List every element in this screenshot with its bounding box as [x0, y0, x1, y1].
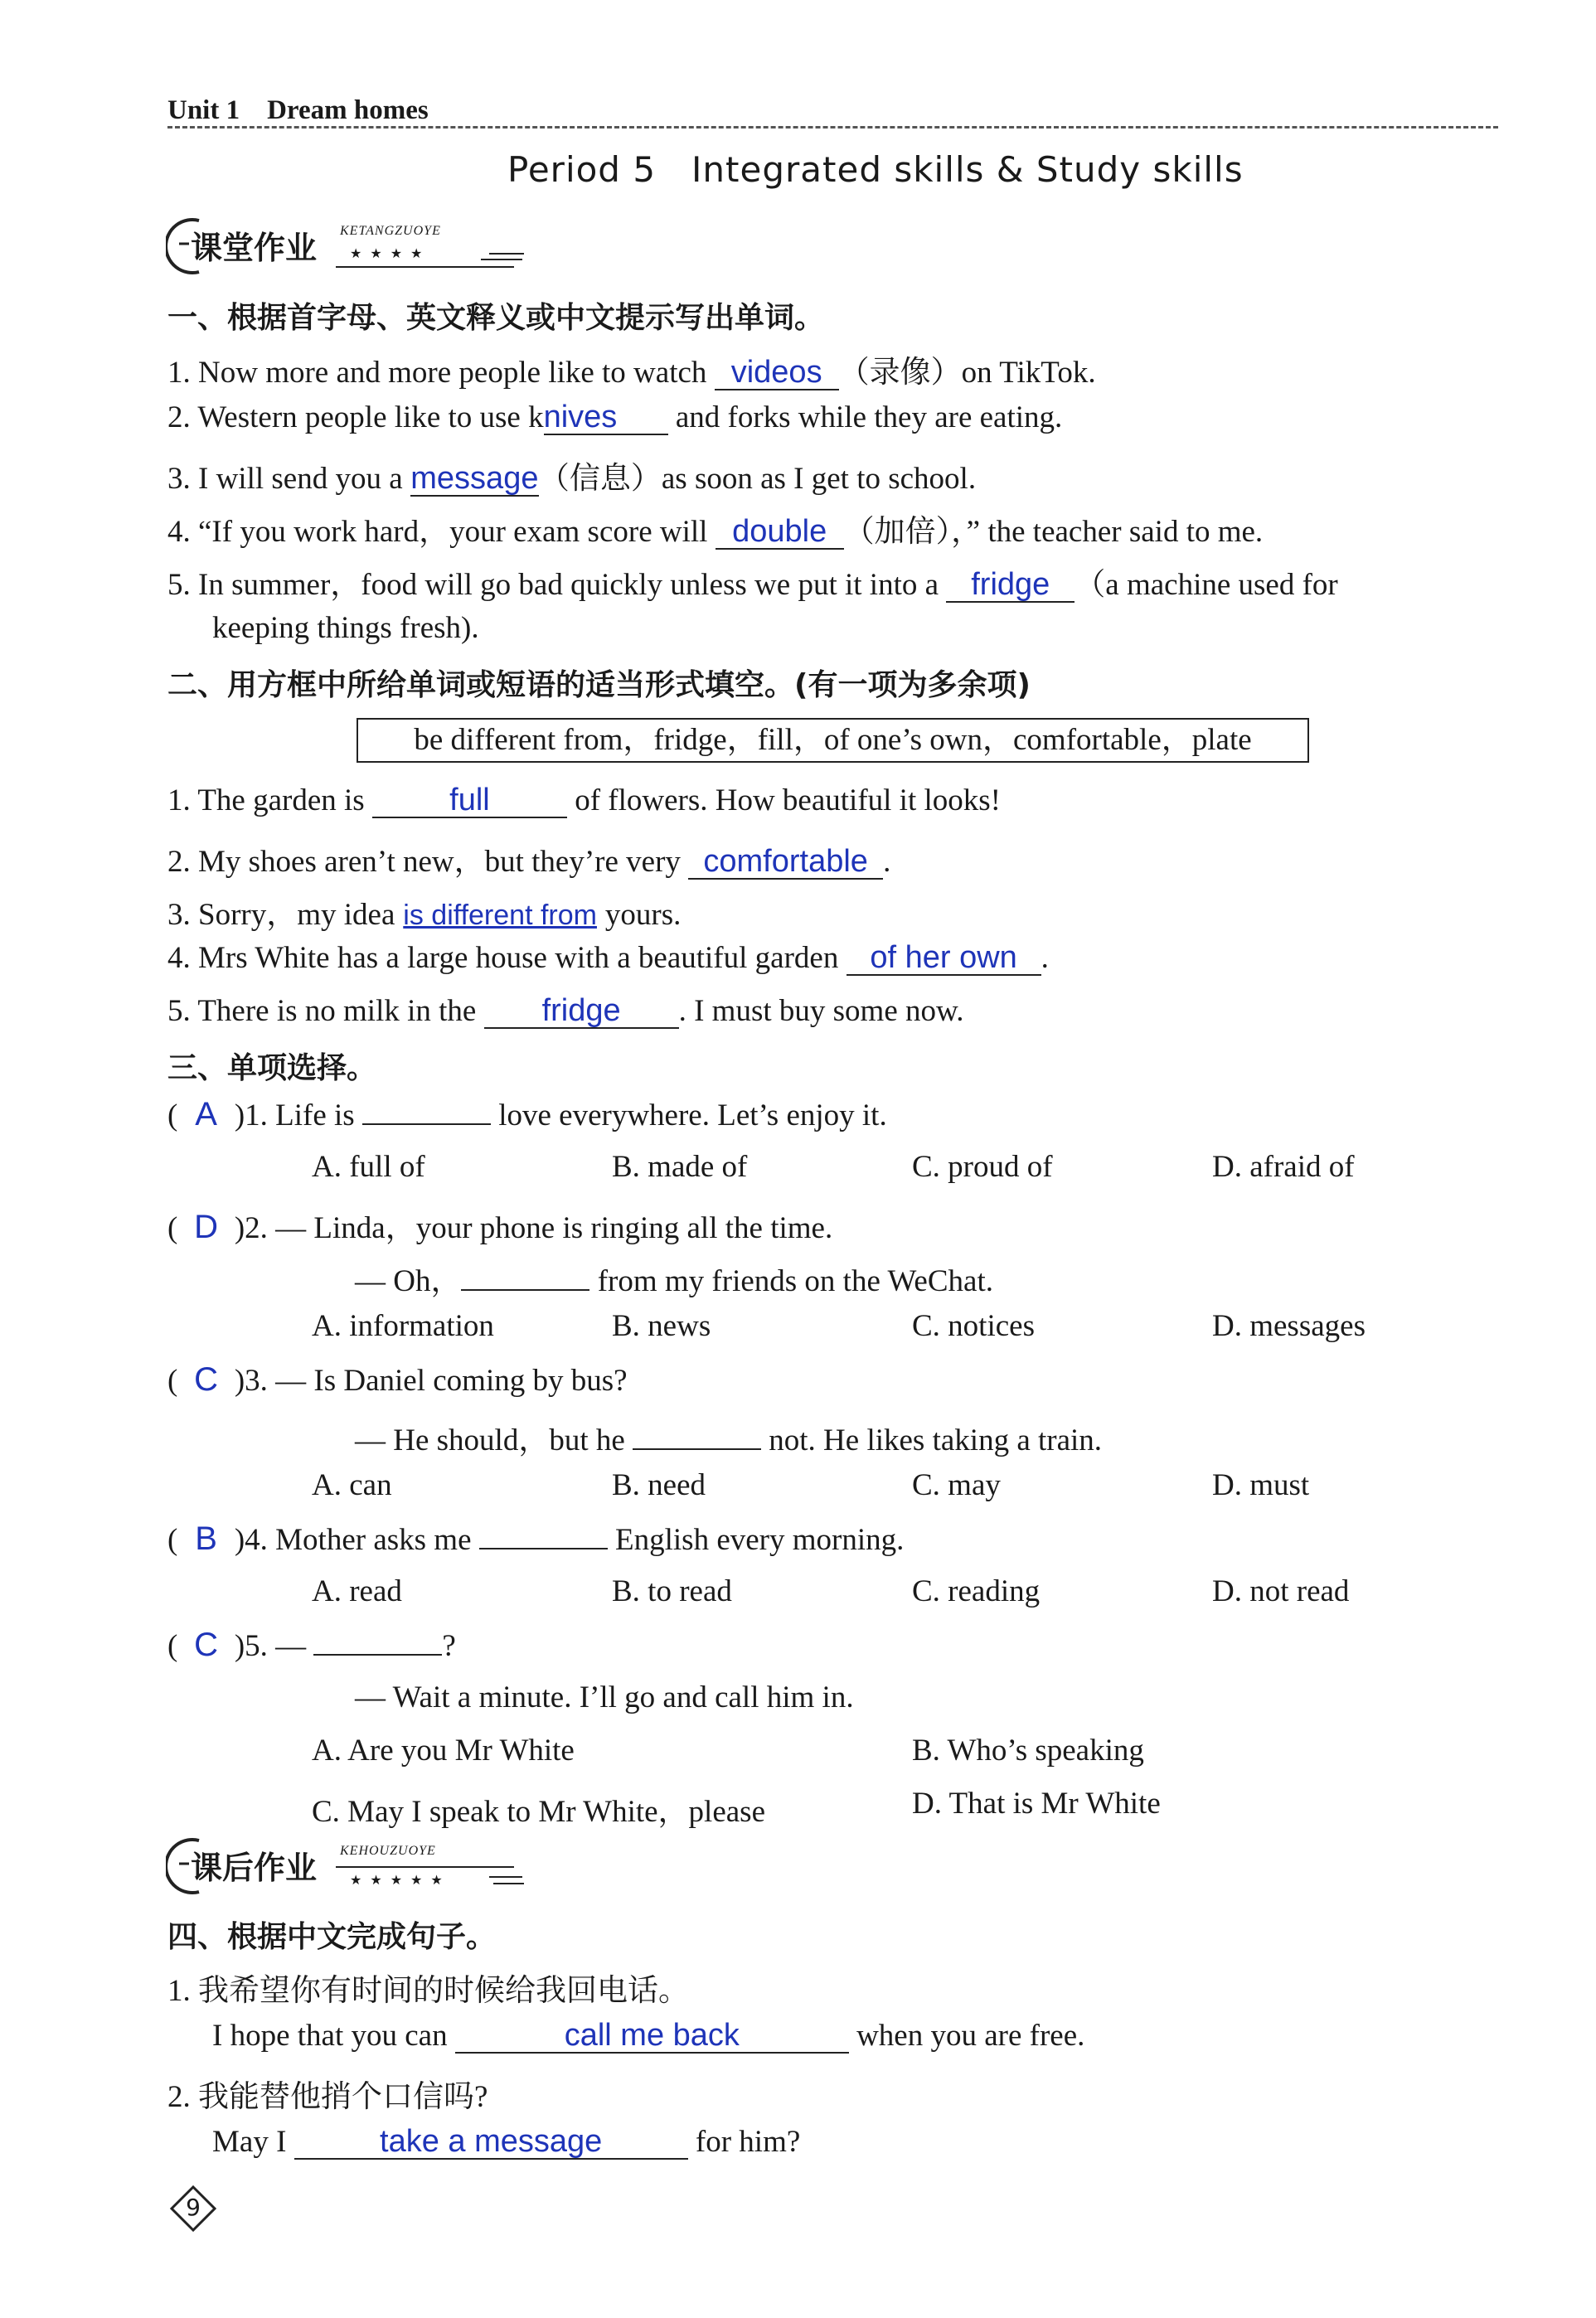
s3-q2: ( D )2. — Linda，your phone is ringing all the time. [167, 1209, 833, 1245]
s3-q5-line2: — Wait a minute. I’ll go and call him in. [355, 1680, 854, 1714]
s2-q5: 5. There is no milk in the fridge . I must buy some now. [167, 993, 964, 1028]
s3-q3-answer[interactable]: C [194, 1361, 219, 1398]
s1-q5-continued: keeping things fresh). [212, 611, 479, 645]
s3-q5-answer[interactable]: C [194, 1627, 219, 1663]
s3-q3-opt-b[interactable]: B. need [612, 1468, 706, 1502]
s2-q3-answer[interactable]: is different from [403, 900, 597, 931]
section1-title: 一、根据首字母、英文释义或中文提示写出单词。 [167, 301, 825, 335]
period-title: Period 5 Integrated skills & Study skills [507, 149, 1244, 190]
s4-q2: May I take a message for him? [212, 2124, 801, 2159]
word-box: be different from，fridge，fill，of one’s own，comfortable，plate [357, 718, 1309, 763]
s2-q3: 3. Sorry，my idea is different from yours. [167, 898, 682, 932]
page-number: 9 [170, 2185, 216, 2232]
s3-q4-opt-c[interactable]: C. reading [912, 1574, 1041, 1608]
s4-q1-chinese: 1. 我希望你有时间的时候给我回电话。 [167, 1974, 689, 2008]
s3-q4-opt-b[interactable]: B. to read [612, 1574, 732, 1608]
s4-q1-answer[interactable]: call me back [455, 2019, 849, 2054]
s3-q4: ( B )4. Mother asks me English every morning. [167, 1520, 905, 1557]
section3-title: 三、单项选择。 [167, 1051, 377, 1085]
s3-q2-line2: — Oh， from my friends on the WeChat. [355, 1264, 993, 1298]
s2-q4-answer[interactable]: of her own [847, 941, 1041, 976]
header-divider [167, 126, 1498, 129]
s3-q5-opt-d[interactable]: D. That is Mr White [912, 1787, 1161, 1821]
s1-q4-answer[interactable]: double [716, 515, 844, 550]
s2-q2-answer[interactable]: comfortable [688, 845, 883, 880]
badge-title: 课堂作业 [191, 230, 318, 266]
s1-q5-answer[interactable]: fridge [946, 568, 1075, 603]
s3-q2-opt-d[interactable]: D. messages [1212, 1309, 1366, 1343]
s3-q3: ( C )3. — Is Daniel coming by bus? [167, 1361, 628, 1398]
s3-q1-opt-d[interactable]: D. afraid of [1212, 1150, 1355, 1184]
s3-q3-opt-d[interactable]: D. must [1212, 1468, 1310, 1502]
s3-q1: ( A )1. Life is love everywhere. Let’s enjoy it. [167, 1096, 887, 1132]
s4-q2-chinese: 2. 我能替他捎个口信吗? [167, 2080, 488, 2114]
class-homework-badge [166, 214, 531, 279]
s1-q2-answer[interactable]: nives [544, 400, 668, 435]
s3-q1-opt-c[interactable]: C. proud of [912, 1150, 1053, 1184]
s3-q4-answer[interactable]: B [195, 1520, 217, 1557]
s2-q1-answer[interactable]: full [372, 783, 567, 818]
s3-q3-opt-c[interactable]: C. may [912, 1468, 1001, 1502]
badge-pinyin: KEHOUZUOYE [340, 1844, 436, 1858]
after-class-homework-badge [166, 1834, 531, 1899]
s1-q5: 5. In summer，food will go bad quickly unless we put it into a fridge （a machine used for [167, 567, 1338, 602]
s4-q1: I hope that you can call me back when you are free. [212, 2018, 1085, 2053]
s4-q2-answer[interactable]: take a message [294, 2125, 688, 2160]
s1-q1: 1. Now more and more people like to watch videos （录像）on TikTok. [167, 355, 1096, 390]
s3-q3-opt-a[interactable]: A. can [312, 1468, 392, 1502]
badge-title: 课后作业 [191, 1850, 318, 1886]
badge-pinyin: KETANGZUOYE [340, 224, 441, 238]
s2-q5-answer[interactable]: fridge [484, 994, 679, 1029]
badge-stars: ★★★★ [350, 245, 431, 261]
s3-q5-opt-c[interactable]: C. May I speak to Mr White，please [312, 1795, 765, 1829]
s3-q4-opt-d[interactable]: D. not read [1212, 1574, 1350, 1608]
section4-title: 四、根据中文完成句子。 [167, 1920, 497, 1954]
s2-q1: 1. The garden is full of flowers. How beautiful it looks! [167, 783, 1001, 817]
unit-header: Unit 1 Dream homes [167, 95, 429, 125]
s1-q3: 3. I will send you a message（信息）as soon as I get to school. [167, 461, 977, 496]
s3-q5: ( C )5. — ? [167, 1627, 456, 1663]
s3-q2-opt-a[interactable]: A. information [312, 1309, 494, 1343]
s1-q3-answer[interactable]: message [410, 461, 539, 496]
s3-q1-opt-a[interactable]: A. full of [312, 1150, 425, 1184]
s3-q1-answer[interactable]: A [195, 1096, 217, 1132]
badge-stars: ★★★★★ [350, 1872, 451, 1888]
s3-q5-opt-b[interactable]: B. Who’s speaking [912, 1734, 1144, 1768]
s3-q2-opt-b[interactable]: B. news [612, 1309, 711, 1343]
s3-q4-opt-a[interactable]: A. read [312, 1574, 402, 1608]
s1-q4: 4. “If you work hard，your exam score will double （加倍），” the teacher said to me. [167, 514, 1264, 549]
s2-q4: 4. Mrs White has a large house with a beautiful garden of her own . [167, 940, 1049, 975]
s2-q2: 2. My shoes aren’t new，but they’re very comfortable . [167, 844, 891, 879]
section2-title: 二、用方框中所给单词或短语的适当形式填空。(有一项为多余项) [167, 668, 1031, 702]
s3-q1-opt-b[interactable]: B. made of [612, 1150, 748, 1184]
s3-q5-opt-a[interactable]: A. Are you Mr White [312, 1734, 575, 1768]
s1-q2: 2. Western people like to use knives and forks while they are eating. [167, 400, 1063, 434]
s1-q1-answer[interactable]: videos [715, 356, 839, 390]
s3-q2-opt-c[interactable]: C. notices [912, 1309, 1035, 1343]
s3-q3-line2: — He should，but he not. He likes taking a train. [355, 1423, 1103, 1457]
s3-q2-answer[interactable]: D [194, 1209, 219, 1245]
